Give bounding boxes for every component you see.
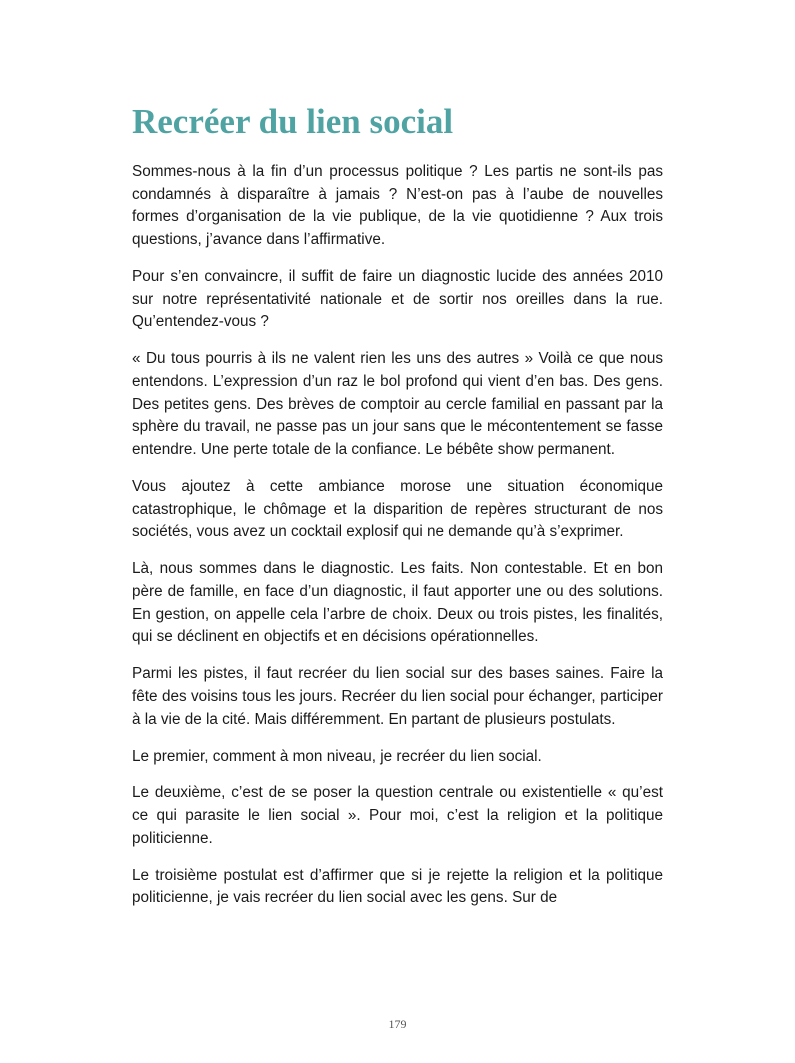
chapter-title: Recréer du lien social <box>132 102 454 141</box>
paragraph: Le deuxième, c’est de se poser la question centrale ou existentielle « qu’est ce qui parasite le lien social ». Pour moi, c’est la religion et la politique politicienne. <box>132 784 663 847</box>
paragraph: Le premier, comment à mon niveau, je recréer du lien social. <box>132 747 542 765</box>
paragraph: Là, nous sommes dans le diagnostic. Les faits. Non contestable. Et en bon père de famille, en face d’un diagnostic, il faut apporter une ou des solutions. En gestion, on appelle cela l’arbre de choix. Deux ou trois pistes, les finalités, qui se déclinent en objectifs et en décisions opérationnelles. <box>132 560 663 646</box>
paragraph: Sommes-nous à la fin d’un processus politique ? Les partis ne sont-ils pas condamnés à disparaître à jamais ? N’est-on pas à l’aube de nouvelles formes d’organisation de la vie publique, de la vie quotidienne ? Aux trois questions, j’avance dans l’affirmative. <box>132 163 663 249</box>
paragraph: Pour s’en convaincre, il suffit de faire un diagnostic lucide des années 2010 sur notre représentativité nationale et de sortir nos oreilles dans la rue. Qu’entendez-vous ? <box>132 268 663 331</box>
paragraph: Parmi les pistes, il faut recréer du lien social sur des bases saines. Faire la fête des voisins tous les jours. Recréer du lien social pour échanger, participer à la vie de la cité. Mais différemment. En partant de plusieurs postulats. <box>132 665 663 728</box>
paragraph: Vous ajoutez à cette ambiance morose une situation économique catastrophique, le chômage et la disparition de repères structurant de nos sociétés, vous avez un cocktail explosif qui ne demande qu’à s’exprimer. <box>132 478 663 541</box>
paragraph: « Du tous pourris à ils ne valent rien les uns des autres » Voilà ce que nous entendons. L’expression d’un raz le bol profond qui vient d’en bas. Des gens. Des petites gens. Des brèves de comptoir au cercle familial en passant par la sphère du travail, ne passe pas un jour sans que le mécontentement se fasse entendre. Une perte totale de la confiance. Le bébête show permanent. <box>132 350 663 459</box>
paragraph: Le troisième postulat est d’affirmer que si je rejette la religion et la politique politicienne, je vais recréer du lien social avec les gens. Sur de <box>132 866 663 907</box>
page-number: 179 <box>388 1017 407 1031</box>
chapter-body <box>132 161 663 924</box>
